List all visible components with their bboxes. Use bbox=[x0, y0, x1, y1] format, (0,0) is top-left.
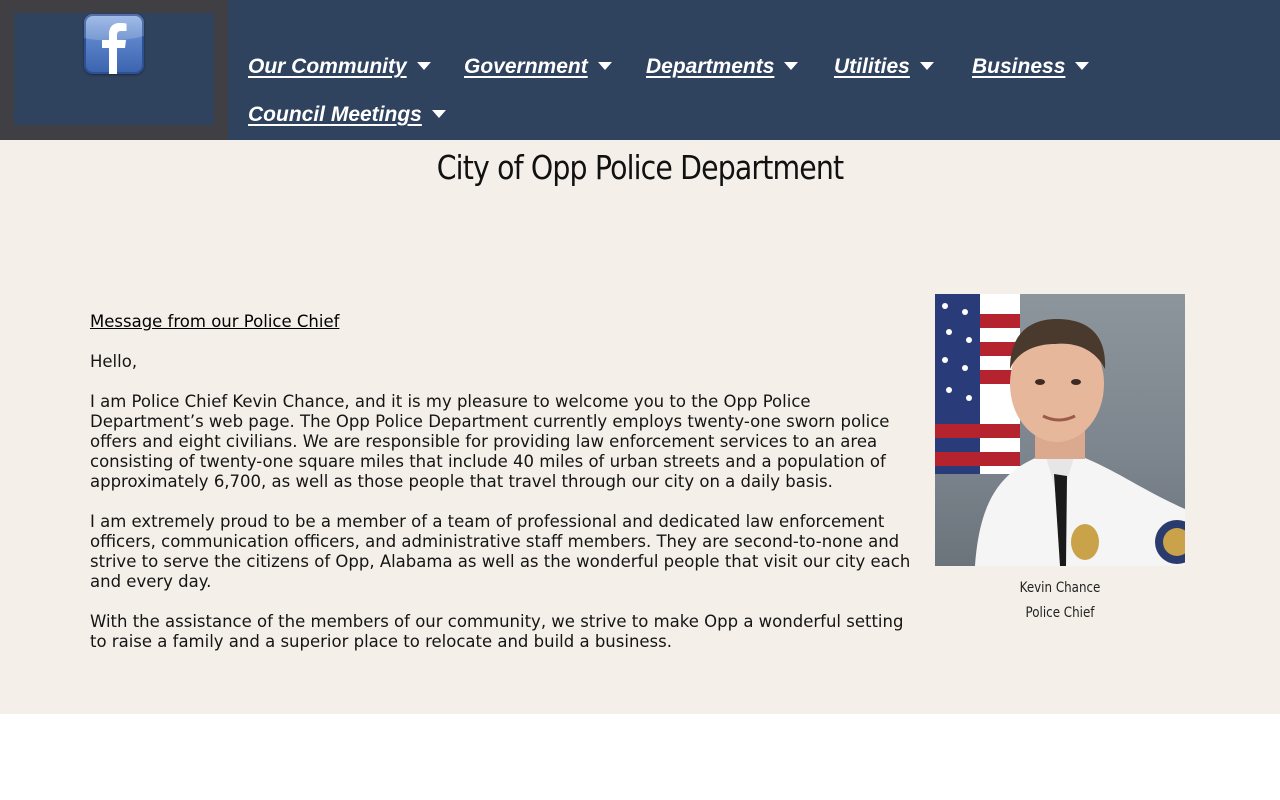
message-paragraph: With the assistance of the members of our community, we strive to make Opp a wonderful setting to raise a family and a superior place to relocate and build a business. bbox=[90, 612, 904, 651]
message-greeting: Hello, bbox=[90, 352, 138, 371]
nav-business[interactable] bbox=[972, 55, 1089, 79]
message-paragraph: I am extremely proud to be a member of a team of professional and dedicated law enforcement officers, communication officers, and administrative staff members. They are second-to-none and strive to serve the citizens of Opp, Alabama as well as the wonderful people that visit our city each and every day. bbox=[90, 512, 911, 591]
chevron-down-icon bbox=[432, 110, 446, 118]
chief-message bbox=[90, 312, 920, 672]
chief-name: Kevin Chance bbox=[1019, 580, 1101, 596]
nav-label: Utilities bbox=[834, 55, 910, 78]
message-heading: Message from our Police Chief bbox=[90, 312, 340, 331]
site-header bbox=[0, 0, 1280, 140]
main-content bbox=[0, 140, 1280, 714]
nav-label: Business bbox=[972, 55, 1066, 78]
nav-label: Our Community bbox=[248, 55, 407, 78]
nav-our-community[interactable] bbox=[248, 55, 431, 79]
page-title: City of Opp Police Department bbox=[436, 148, 844, 187]
chevron-down-icon bbox=[920, 62, 934, 70]
facebook-icon[interactable] bbox=[84, 14, 144, 74]
nav-council-meetings[interactable] bbox=[248, 103, 446, 127]
nav-label: Government bbox=[464, 55, 588, 78]
chevron-down-icon bbox=[598, 62, 612, 70]
message-paragraph: I am Police Chief Kevin Chance, and it is my pleasure to welcome you to the Opp Police Department’s web page. The Opp Police Department currently employs twenty-one sworn police offers and eight civilians. We are responsible for providing law enforcement services to an area consisting of twenty-one square miles that include 40 miles of urban streets and a population of approximately 6,700, as well as those people that travel through our city on a daily basis. bbox=[90, 392, 890, 491]
chevron-down-icon bbox=[784, 62, 798, 70]
nav-government[interactable] bbox=[464, 55, 612, 79]
nav-utilities[interactable] bbox=[834, 55, 934, 79]
chevron-down-icon bbox=[1075, 62, 1089, 70]
chevron-down-icon bbox=[417, 62, 431, 70]
chief-title: Police Chief bbox=[1025, 605, 1095, 621]
nav-label: Departments bbox=[646, 55, 775, 78]
nav-departments[interactable] bbox=[646, 55, 798, 79]
social-box bbox=[0, 0, 228, 140]
nav-label: Council Meetings bbox=[248, 103, 422, 126]
chief-photo bbox=[935, 294, 1185, 566]
